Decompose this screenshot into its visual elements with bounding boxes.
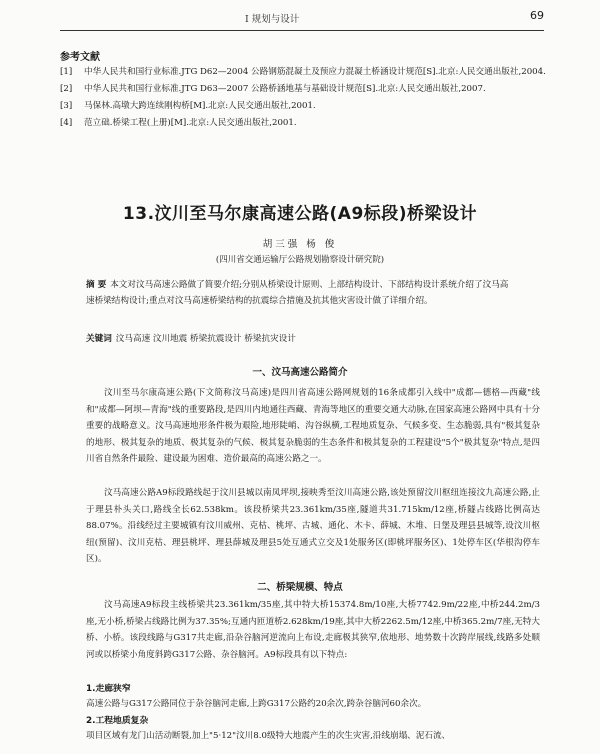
running-title: Ⅰ 规划与设计 [245, 14, 300, 25]
references-heading: 参考文献 [60, 52, 100, 63]
narrow-corridor-text: 高速公路与G317公路同位于杂谷脑河走廊,上跨G317公路约20余次,跨杂谷脑河60余次。 [86, 699, 427, 709]
intro-paragraph-2: 汶马高速公路A9标段路线起于汶川县城以南凤坪坝,接映秀至汶川高速公路,该处预留汶川枢纽连接汶九高速公路,止于理县朴头关口,路线全长62.538km。该段桥梁共23.361km/35座,隧道共31.715km/12座,桥隧占线路比例高达88.07%。沿线经过主要城镇有汶川威州、克枯、桃坪、古城、通化、木卡、薛城、木堆、日堡及理县县城等,设汶川枢纽(预留)、汶川克枯、理县桃坪、理县薛城及理县5处互通式立交及1处服务区(即桃坪服务区)、1处停车区(华根沟停车区)。 [86, 488, 540, 564]
keywords [86, 331, 516, 347]
author-affiliation: (四川省交通运输厅公路规划勘察设计研究院) [215, 255, 385, 265]
section-heading-intro: 一、汶马高速公路简介 [252, 367, 348, 378]
abstract-label: 摘 要 [86, 280, 107, 290]
keywords-label: 关键词 [86, 334, 112, 344]
article-title: 13.汶川至马尔康高速公路(A9标段)桥梁设计 [122, 204, 478, 224]
running-header [60, 0, 544, 31]
reference-item: [2] 中华人民共和国行业标准.JTG D63—2007 公路桥涵地基与基础设计规范[S].北京:人民交通出版社,2007. [60, 84, 486, 94]
article-authors: 胡三强 杨 俊 [262, 239, 338, 250]
reference-item: [3] 马保林.高墩大跨连续刚构桥[M].北京:人民交通出版社,2001. [60, 101, 316, 111]
complex-geology-text: 项目区域有龙门山活动断裂,加上"5·12"汶川8.0级特大地震产生的次生灾害,沿线崩塌、泥石流、 [86, 731, 451, 741]
bridges-paragraph-1: 汶马高速A9标段主线桥梁共23.361km/35座,其中特大桥15374.8m/10座,大桥7742.9m/22座,中桥244.2m/3座,无小桥,桥梁占线路比例为37.35%;互通内匝道桥2.628km/19座,其中大桥2262.5m/12座,中桥365.2m/7座,无特大桥、小桥。该段线路与G317共走廊,沿杂谷脑河逆流向上布设,走廊极其狭窄,依地形、地势数十次跨岸展线,线路多处顺河或以桥梁小角度斜跨G317公路、杂谷脑河。A9标段具有以下特点: [86, 600, 540, 660]
reference-item: [4] 范立础.桥梁工程(上册)[M].北京:人民交通出版社,2001. [60, 118, 297, 128]
reference-list [60, 64, 548, 132]
intro-paragraph-1: 汶川至马尔康高速公路(下文简称汶马高速)是四川省高速公路网规划的16条成都引入线中"成都—德格—西藏"线和"成都—阿坝—青海"线的重要路段,是四川内地通往西藏、青海等地区的重要交通大动脉,在国家高速公路网中具有十分重要的战略意义。汶马高速地形条件极为艰险,地形陡峭、沟谷纵横,工程地质复杂、气候多变、生态脆弱,具有"极其复杂的地形、极其复杂的地质、极其复杂的气候、极其复杂脆弱的生态条件和极其复杂的工程建设"5个"极其复杂"特点,是四川省自然条件最险、建设最为困难、造价最高的高速公路之一。 [86, 388, 540, 464]
subheading-complex-geology: 2.工程地质复杂 [86, 716, 149, 726]
abstract [86, 277, 516, 309]
subheading-narrow-corridor: 1.走廊狭窄 [86, 684, 131, 694]
abstract-text: 本文对汶马高速公路做了简要介绍;分别从桥梁设计原则、上部结构设计、下部结构设计系统介绍了汶马高速桥梁结构设计;重点对汶马高速桥梁结构的抗震综合措施及抗其他灾害设计做了详细介绍。 [86, 280, 509, 306]
page-number: 69 [530, 9, 544, 22]
keywords-text: 汶马高速 汶川地震 桥梁抗震设计 桥梁抗灾设计 [115, 334, 296, 344]
reference-item: [1] 中华人民共和国行业标准.JTG D62—2004 公路钢筋混凝土及预应力混凝土桥涵设计规范[S].北京:人民交通出版社,2004. [60, 67, 546, 77]
section-heading-bridges: 二、桥梁规模、特点 [257, 582, 343, 593]
